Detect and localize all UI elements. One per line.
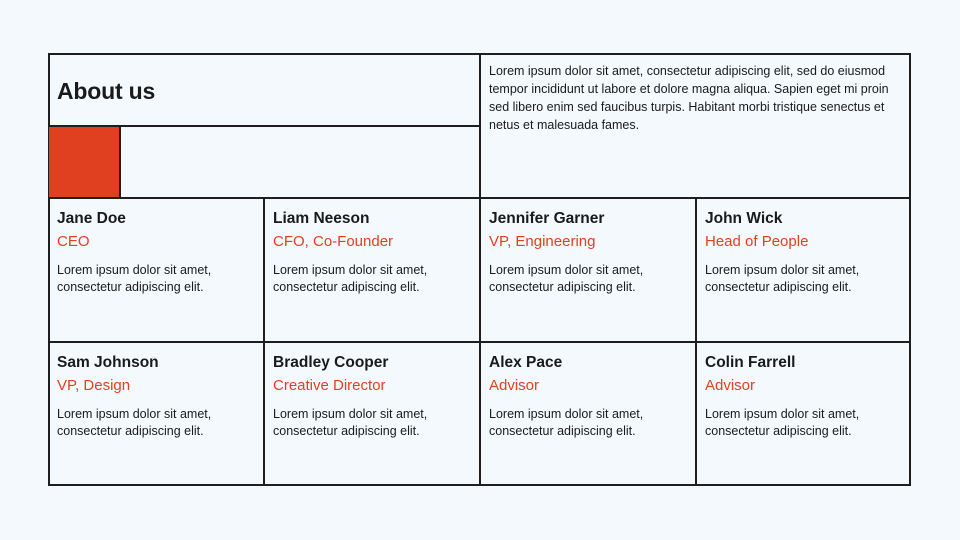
divider-column-2 (479, 197, 481, 486)
member-description: Lorem ipsum dolor sit amet, consectetur adipiscing elit. (705, 407, 860, 438)
divider-column-3 (695, 197, 697, 486)
team-card (57, 353, 257, 440)
member-description: Lorem ipsum dolor sit amet, consectetur adipiscing elit. (273, 407, 428, 438)
accent-block (49, 127, 119, 197)
member-name: John Wick (705, 210, 783, 227)
member-role: Creative Director (273, 377, 386, 394)
team-card (705, 209, 905, 296)
intro-paragraph: Lorem ipsum dolor sit amet, consectetur adipiscing elit, sed do eiusmod tempor incididunt ut labore et dolore magna aliqua. Sapien eget mi proin sed libero enim sed faucibus turpis. Habitant morbi tristique senectus et netus et malesuada fames. (489, 64, 889, 132)
member-name: Bradley Cooper (273, 354, 389, 371)
team-card (273, 209, 473, 296)
member-role: CEO (57, 233, 90, 250)
member-role: Advisor (705, 377, 756, 394)
member-name: Jennifer Garner (489, 210, 605, 227)
member-description: Lorem ipsum dolor sit amet, consectetur adipiscing elit. (705, 263, 860, 294)
member-description: Lorem ipsum dolor sit amet, consectetur adipiscing elit. (273, 263, 428, 294)
member-role: Advisor (489, 377, 540, 394)
team-card (489, 353, 689, 440)
team-card (705, 353, 905, 440)
divider-accent-vertical (119, 125, 121, 198)
member-description: Lorem ipsum dolor sit amet, consectetur adipiscing elit. (57, 407, 212, 438)
member-name: Colin Farrell (705, 354, 796, 371)
divider-column-1 (263, 197, 265, 486)
member-role: Head of People (705, 233, 809, 250)
page-title: About us (57, 78, 156, 104)
member-name: Jane Doe (57, 210, 126, 227)
member-name: Sam Johnson (57, 354, 159, 371)
member-role: VP, Design (57, 377, 131, 394)
member-description: Lorem ipsum dolor sit amet, consectetur adipiscing elit. (57, 263, 212, 294)
team-card (57, 209, 257, 296)
member-role: CFO, Co-Founder (273, 233, 394, 250)
member-role: VP, Engineering (489, 233, 596, 250)
team-card (273, 353, 473, 440)
member-name: Alex Pace (489, 354, 563, 371)
member-name: Liam Neeson (273, 210, 370, 227)
team-card (489, 209, 689, 296)
member-description: Lorem ipsum dolor sit amet, consectetur adipiscing elit. (489, 263, 644, 294)
member-description: Lorem ipsum dolor sit amet, consectetur adipiscing elit. (489, 407, 644, 438)
